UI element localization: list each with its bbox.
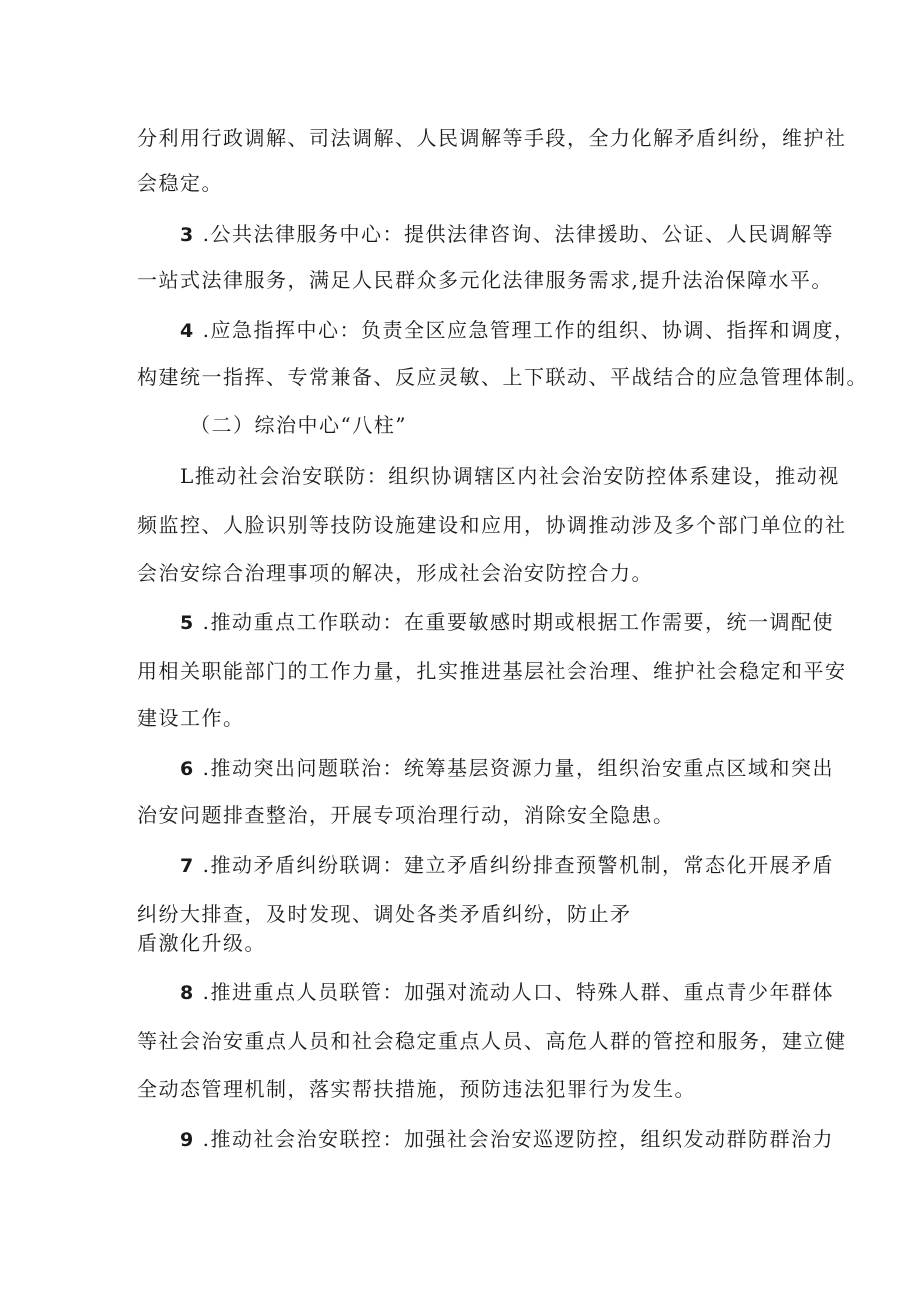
line-text: .应急指挥中心：负责全区应急管理工作的组织、协调、指挥和调度，: [194, 318, 856, 342]
line-text: .推进重点人员联管：加强对流动人口、特殊人群、重点青少年群体: [194, 980, 834, 1004]
line-text: L推动社会治安联防：组织协调辖区内社会治安防控体系建设，推动视: [180, 464, 840, 488]
line-text: .推动重点工作联动：在重要敏感时期或根据工作需要，统一调配使: [194, 610, 834, 634]
text-line: [137, 706, 245, 730]
line-text: 纠纷大排查，及时发现、调处各类矛盾纠纷，防止矛: [137, 902, 632, 926]
line-text: 分利用行政调解、司法调解、人民调解等手段，全力化解矛盾纠纷，维护社: [137, 126, 847, 150]
line-text: 会治安综合治理事项的解决，形成社会治安防控合力。: [137, 561, 653, 585]
line-text: .推动社会治安联控：加强社会治安巡逻防控，组织发动群防群治力: [194, 1127, 834, 1151]
item-number: 5: [180, 612, 195, 634]
text-line: [137, 561, 653, 585]
text-line: [137, 931, 266, 955]
item-number: 7: [180, 855, 195, 877]
line-text: 一站式法律服务，满足人民群众多元化法律服务需求,提升法治保障水平。: [137, 268, 833, 292]
list-item-3-line: [180, 222, 834, 247]
text-line: [137, 803, 675, 827]
line-text: .公共法律服务中心：提供法律咨询、法律援助、公证、人民调解等: [194, 222, 834, 246]
text-line: [137, 268, 833, 292]
text-line: [137, 902, 632, 926]
line-text: 治安问题排查整治，开展专项治理行动，消除安全隐患。: [137, 803, 675, 827]
text-line: [137, 659, 847, 683]
item-number: 6: [180, 758, 195, 780]
text-line: [137, 1077, 696, 1101]
section-heading: [190, 413, 407, 437]
line-text: 盾激化升级。: [137, 931, 266, 955]
list-item-7-line: [180, 853, 834, 878]
item-number: 4: [180, 320, 195, 342]
heading-text: （二）综治中心“八柱”: [190, 413, 407, 437]
item-number: 3: [180, 224, 195, 246]
text-line: [137, 171, 223, 195]
line-text: 构建统一指挥、专常兼备、反应灵敏、上下联动、平战结合的应急管理体制。: [137, 365, 868, 389]
list-item-9-line: [180, 1127, 834, 1152]
line-text: 频监控、人脸识别等技防设施建设和应用，协调推动涉及多个部门单位的社: [137, 513, 847, 537]
line-text: 建设工作。: [137, 706, 245, 730]
item-number: 9: [180, 1129, 195, 1151]
line-text: .推动矛盾纠纷联调：建立矛盾纠纷排查预警机制，常态化开展矛盾: [194, 853, 834, 877]
item-number: 8: [180, 982, 195, 1004]
line-text: 会稳定。: [137, 171, 223, 195]
list-item-6-line: [180, 756, 834, 781]
line-text: 全动态管理机制，落实帮扶措施，预防违法犯罪行为发生。: [137, 1077, 696, 1101]
text-line: [137, 365, 868, 389]
line-text: .推动突出问题联治：统筹基层资源力量，组织治安重点区域和突出: [194, 756, 834, 780]
text-line: [180, 464, 840, 488]
text-line: [137, 513, 847, 537]
list-item-8-line: [180, 980, 834, 1005]
text-line: [137, 1029, 847, 1053]
line-text: 用相关职能部门的工作力量，扎实推进基层社会治理、维护社会稳定和平安: [137, 659, 847, 683]
list-item-4-line: [180, 318, 855, 343]
line-text: 等社会治安重点人员和社会稳定重点人员、高危人群的管控和服务，建立健: [137, 1029, 847, 1053]
text-line: [137, 126, 847, 150]
list-item-5-line: [180, 610, 834, 635]
